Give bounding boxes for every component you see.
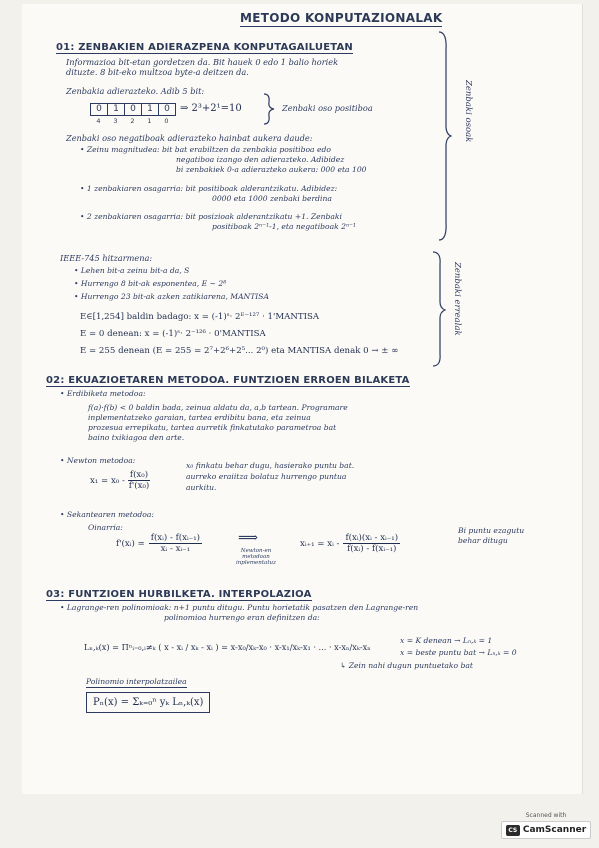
secant-fraction bbox=[149, 533, 202, 554]
bullet-sign-magnitude-3: bi zenbakiek 0-a adierazteko aukera: 000 eta 100 bbox=[176, 165, 367, 174]
section-1-heading: 01: ZENBAKIEN ADIERAZPENA KONPUTAGAILUETAN bbox=[56, 42, 353, 53]
s1-intro-line2: dituzte. 8 bit-eko multzoa byte-a deitzen da. bbox=[66, 67, 249, 77]
lagrange-rule-2: x = beste puntu bat → Lₙ,ₖ = 0 bbox=[400, 648, 517, 657]
camscanner-badge bbox=[501, 821, 591, 839]
section-brace-icon bbox=[436, 30, 452, 242]
bisection-line-3: prozesua errepikatu, tartea aurretik finkatutako parametroa bat bbox=[88, 423, 337, 432]
lagrange-formula: Lₙ,ₖ(x) = Πⁿᵢ₌₀,ᵢ≠ₖ ( x - xᵢ / xₖ - xᵢ ) = x-x₀/xₖ-x₀ · x-x₁/xₖ-x₁ · ... · x-xₙ/xₖ-xₙ bbox=[84, 642, 371, 652]
newton-label: • Newton metodoa: bbox=[60, 456, 136, 465]
ieee-formula-normal: E∈[1,254] baldin badago: x = (-1)ˢ· 2ᴱ⁻¹²⁷ · 1'MANTISA bbox=[80, 312, 320, 322]
page-title: METODO KONPUTAZIONALAK bbox=[240, 11, 443, 25]
example-label: Zenbakia adierazteko. Adib 5 bit: bbox=[66, 86, 205, 96]
secant-numerator: f(xᵢ) - f(xᵢ₋₁) bbox=[150, 533, 201, 543]
exponent: 2 bbox=[130, 117, 135, 125]
ieee-formula-zero: E = 0 denean: x = (-1)ˢ· 2⁻¹²⁶ · 0'MANTISA bbox=[80, 329, 266, 339]
newton-note-3: aurkitu. bbox=[186, 483, 217, 492]
bit-exponents bbox=[90, 117, 175, 125]
bit-cell: 0 bbox=[125, 103, 142, 116]
side-label-reals: Zenbaki errealak bbox=[452, 262, 462, 336]
secant-lhs: f'(xᵢ) ≃ bbox=[116, 538, 145, 549]
lagrange-line-1: • Lagrange-ren polinomioak: n+1 puntu ditugu. Puntu horietatik pasatzen den Lagrange-ren bbox=[60, 603, 419, 612]
newton-fraction bbox=[128, 470, 150, 491]
newton-numerator: f(x₀) bbox=[129, 470, 149, 480]
section-3-heading: 03: FUNTZIOEN HURBILKETA. INTERPOLAZIOA bbox=[46, 589, 312, 600]
secant-arrow-note bbox=[236, 548, 276, 566]
secant-side-2: behar ditugu bbox=[458, 536, 508, 545]
bullet-ones-complement-2: 0000 eta 1000 zenbaki berdina bbox=[212, 194, 332, 203]
section-brace-icon bbox=[430, 250, 446, 368]
camscanner-stamp bbox=[501, 812, 591, 846]
section-2-heading: 02: EKUAZIOETAREN METODOA. FUNTZIOEN ERROEN BILAKETA bbox=[46, 375, 410, 386]
exponent: 1 bbox=[147, 117, 152, 125]
bit-cell: 1 bbox=[108, 103, 125, 116]
bullet-sign-magnitude: • Zeinu magnitudea: bit bat erabiltzen da zenbakia positiboa edo bbox=[80, 145, 331, 154]
brace-label: Zenbaki oso positiboa bbox=[282, 103, 373, 113]
side-label-integers: Zenbaki osoak bbox=[463, 80, 473, 143]
bit-cell: 0 bbox=[159, 103, 176, 116]
newton-note-1: x₀ finkatu behar dugu, hasierako puntu bat. bbox=[186, 461, 355, 470]
lagrange-rule-3: ↳ Zein nahi dugun puntuetako bat bbox=[340, 661, 473, 670]
secant-note-line: inplementatuz bbox=[236, 560, 276, 566]
camscanner-brand: CamScanner bbox=[522, 825, 587, 835]
secant-iter-numerator: f(xᵢ)(xᵢ - xᵢ₋₁) bbox=[345, 533, 399, 543]
bisection-label: • Erdibiketa metodoa: bbox=[60, 389, 146, 398]
secant-iter-fraction bbox=[343, 533, 400, 554]
bit-boxes bbox=[90, 103, 176, 116]
secant-base: Oinarria: bbox=[88, 523, 123, 532]
exponent: 0 bbox=[164, 117, 169, 125]
newton-note-2: aurreko eraiitza bolatuz hurrengo puntua bbox=[186, 472, 347, 481]
secant-note-line: metodoan bbox=[242, 554, 270, 560]
newton-denominator: f'(x₀) bbox=[128, 481, 150, 491]
ieee-line-3: • Hurrengo 23 bit-ak azken zatikiarena, MANTISA bbox=[74, 292, 269, 301]
s1-intro-line1: Informazioa bit-etan gordetzen da. Bit hauek 0 edo 1 balio horiek bbox=[66, 57, 339, 67]
secant-iteration-formula bbox=[300, 533, 400, 554]
ieee-line-1: • Lehen bit-a zeinu bit-a da, S bbox=[74, 266, 190, 275]
scanned-with-text: Scanned with bbox=[525, 812, 567, 819]
secant-derivative-formula bbox=[116, 533, 202, 554]
exponent: 4 bbox=[96, 117, 101, 125]
secant-note-line: Newton-en bbox=[240, 548, 272, 554]
sum-expression: ⇒ 2³+2¹=10 bbox=[180, 103, 242, 114]
secant-rhs: xᵢ₊₁ = xᵢ - bbox=[300, 538, 340, 549]
bisection-line-4: baino txikiagoa den arte. bbox=[88, 433, 185, 442]
secant-denominator: xᵢ - xᵢ₋₁ bbox=[160, 544, 191, 554]
implies-arrow-icon: ⟹ bbox=[238, 530, 259, 546]
bullet-ones-complement: • 1 zenbakiaren osagarria: bit positiboak alderantzikatu. Adibidez: bbox=[80, 184, 338, 193]
ieee-line-2: • Hurrengo 8 bit-ak esponentea, E ∼ 2⁸ bbox=[74, 279, 227, 288]
negative-intro: Zenbaki oso negatiboak adierazteko hainbat aukera daude: bbox=[66, 133, 313, 143]
bisection-line-1: f(a)·f(b) < 0 baldin bada, zeinua aldatu da, a,b tartean. Programare bbox=[88, 403, 348, 412]
secant-iter-denominator: f(xᵢ) - f(xᵢ₋₁) bbox=[347, 544, 397, 554]
newton-formula bbox=[90, 470, 150, 491]
bit-cell: 1 bbox=[142, 103, 159, 116]
interpolating-polynomial-label: Polinomio interpolatzailea bbox=[86, 677, 187, 686]
bullet-sign-magnitude-2: negatiboa izango den adierazteko. Adibidez bbox=[176, 155, 345, 164]
bit-cell: 0 bbox=[90, 103, 108, 116]
bisection-line-2: inplementatzeko garaian, tartea erdibitu bana, eta zeinua bbox=[88, 413, 311, 422]
bullet-twos-complement: • 2 zenbakiaren osagarria: bit posizioak alderantzikatu +1. Zenbaki bbox=[80, 212, 342, 221]
lagrange-rule-1: x = K denean → Lₙ,ₖ = 1 bbox=[400, 636, 493, 645]
secant-label: • Sekantearen metodoa: bbox=[60, 510, 154, 519]
newton-lhs: x₁ = x₀ - bbox=[90, 475, 125, 486]
ieee-heading: IEEE-745 hitzarmena: bbox=[60, 253, 153, 263]
interpolating-polynomial-formula: Pₙ(x) = Σₖ₌₀ⁿ yₖ Lₙ,ₖ(x) bbox=[86, 692, 210, 713]
lagrange-line-2: polinomioa hurrengo eran definitzen da: bbox=[164, 613, 320, 622]
ieee-formula-max: E = 255 denean (E = 255 = 2⁷+2⁶+2⁵... 2⁰) eta MANTISA denak 0 → ± ∞ bbox=[80, 346, 399, 356]
bullet-twos-complement-2: positiboak 2ⁿ⁻¹-1, eta negatiboak 2ⁿ⁻¹ bbox=[212, 222, 357, 231]
curly-brace-icon bbox=[262, 92, 276, 126]
secant-side-1: Bi puntu ezagutu bbox=[458, 526, 525, 535]
camscanner-logo-icon: CS bbox=[506, 825, 520, 836]
exponent: 3 bbox=[113, 117, 118, 125]
